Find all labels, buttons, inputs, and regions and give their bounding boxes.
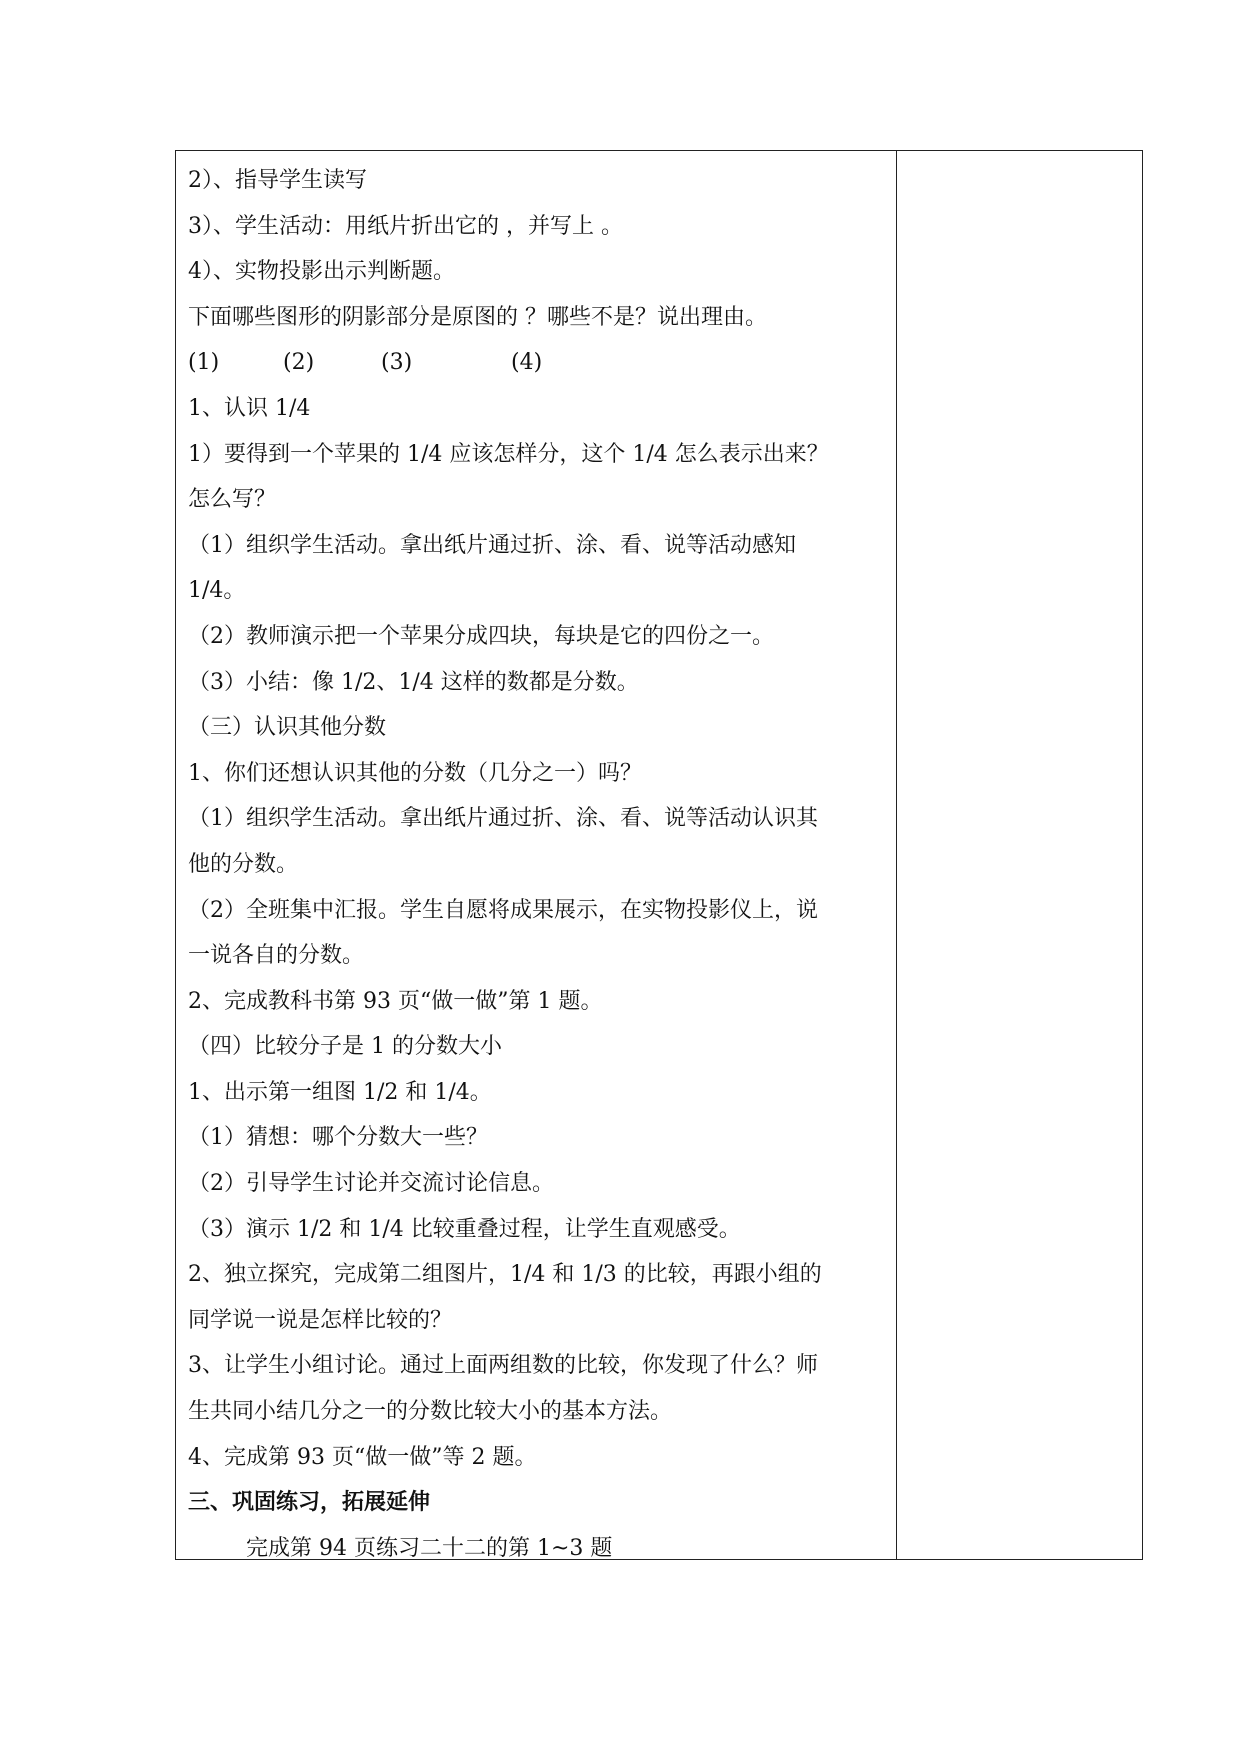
text-line: （2）教师演示把一个苹果分成四块，每块是它的四份之一。 [188, 623, 774, 649]
text-line: 1、出示第一组图 1/2 和 1/4。 [188, 1079, 492, 1105]
text-line: 生共同小结几分之一的分数比较大小的基本方法。 [188, 1399, 673, 1425]
text-line: 1、认识 1/4 [188, 395, 311, 421]
text-line: （3）小结：像 1/2、1/4 这样的数都是分数。 [188, 669, 639, 695]
text-line: 1/4。 [188, 578, 246, 604]
figure-labels-row [188, 340, 888, 386]
text-line: 2、完成教科书第 93 页“做一做”第 1 题。 [188, 988, 603, 1014]
text-line: （2）引导学生讨论并交流讨论信息。 [188, 1171, 554, 1197]
text-line: 怎么写？ [188, 487, 277, 513]
text-line: 2、独立探究，完成第二组图片，1/4 和 1/3 的比较，再跟小组的 [188, 1262, 822, 1288]
text-line: （2）全班集中汇报。学生自愿将成果展示，在实物投影仪上，说 [188, 897, 818, 923]
section-heading: （三）认识其他分数 [188, 715, 387, 741]
text-line: （1）组织学生活动。拿出纸片通过折、涂、看、说等活动认识其 [188, 806, 818, 832]
section-heading: （四）比较分子是 1 的分数大小 [188, 1034, 502, 1060]
text-line: 同学说一说是怎样比较的？ [188, 1307, 453, 1333]
table-column-divider [896, 150, 897, 1560]
text-line: 4）、实物投影出示判断题。 [188, 259, 455, 285]
figure-label: (4) [511, 350, 543, 376]
figure-label: (3) [381, 350, 413, 376]
lesson-content [188, 158, 888, 1571]
figure-label: (2) [283, 350, 315, 376]
text-line: （1）组织学生活动。拿出纸片通过折、涂、看、说等活动感知 [188, 532, 796, 558]
text-line: 3、让学生小组讨论。通过上面两组数的比较，你发现了什么？师 [188, 1353, 818, 1379]
text-line: 4、完成第 93 页“做一做”等 2 题。 [188, 1444, 537, 1470]
text-line: 2）、指导学生读写 [188, 168, 367, 193]
section-heading-bold: 三、巩固练习，拓展延伸 [188, 1489, 431, 1516]
text-line: 下面哪些图形的阴影部分是原图的 ？哪些不是？说出理由。 [188, 304, 767, 330]
text-line: （3）演示 1/2 和 1/4 比较重叠过程，让学生直观感受。 [188, 1216, 741, 1242]
text-line: 1、你们还想认识其他的分数（几分之一）吗？ [188, 760, 642, 786]
text-line: 3）、学生活动：用纸片折出它的 ，并写上 。 [188, 213, 623, 239]
text-line: 1）要得到一个苹果的 1/4 应该怎样分，这个 1/4 怎么表示出来？ [188, 441, 829, 467]
figure-label: (1) [188, 350, 220, 376]
text-line: 完成第 94 页练习二十二的第 1~3 题 [246, 1535, 613, 1561]
text-line: （1）猜想：哪个分数大一些？ [188, 1125, 488, 1151]
text-line: 一说各自的分数。 [188, 943, 365, 969]
text-line: 他的分数。 [188, 851, 299, 877]
